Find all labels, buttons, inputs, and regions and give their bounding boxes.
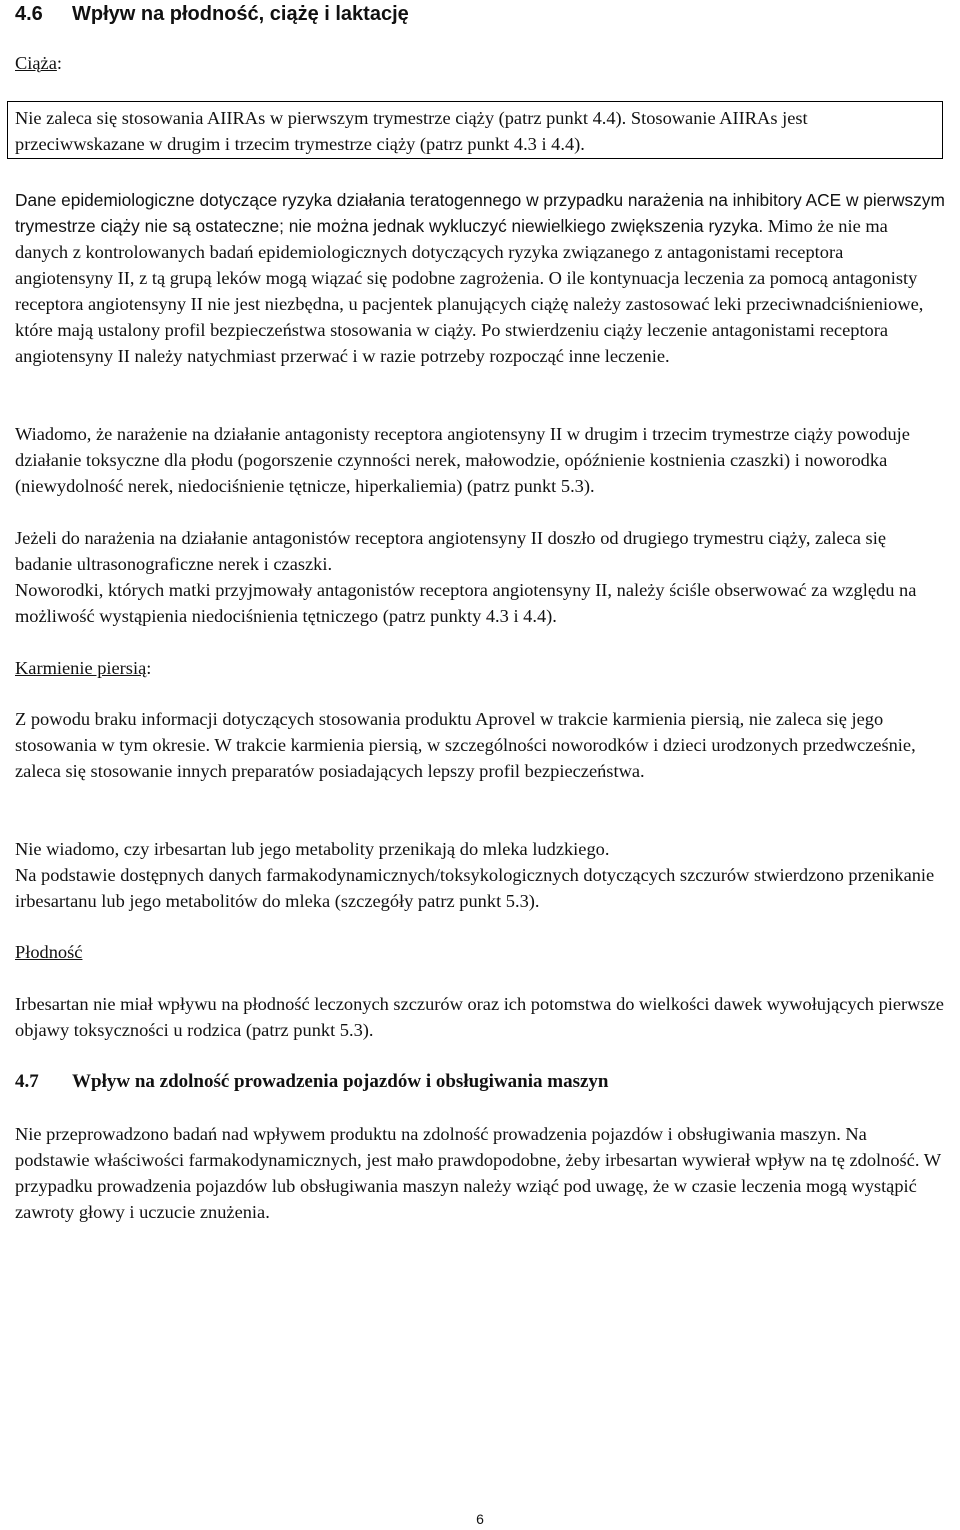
section-number: 4.7 <box>15 1071 39 1092</box>
section-title: Wpływ na zdolność prowadzenia pojazdów i obsługiwania maszyn <box>72 1071 609 1092</box>
section-4-6-heading <box>15 1 409 27</box>
fertility-subheading <box>15 939 82 965</box>
epidemiology-text-sans: Dane epidemiologiczne dotyczące ryzyka działania teratogennego w przypadku narażenia na inhibitory ACE w pierwszym trymestrze ciąży nie są ostateczne; nie można jednak wykluczyć niewielkiego zwiększenia ryzyka. <box>15 190 945 236</box>
pregnancy-paragraph-epidemiology <box>15 187 945 369</box>
fertility-heading: Płodność <box>15 942 83 962</box>
neonates-text: Noworodki, których matki przyjmowały antagonistów receptora angiotensyny II, należy ściśle obserwować za względu na możliwość wystąpienia niedociśnienia tętniczego (patrz punkty 4.3 i 4.4). <box>15 580 917 626</box>
breastfeeding-heading: Karmienie piersią <box>15 658 147 678</box>
breastfeeding-paragraph-unknown <box>15 836 945 862</box>
driving-text: Nie przeprowadzono badań nad wpływem produktu na zdolność prowadzenia pojazdów i obsługiwania maszyn. Na podstawie właściwości farmakodynamicznych, jest mało prawdopodobne, żeby irbesartan wywierał wpływ na tę zdolność. W przypadku prowadzenia pojazdów lub obsługiwania maszyn należy wziąć pod uwagę, że w czasie leczenia mogą wystąpić zawroty głowy i uczucie znużenia. <box>15 1124 941 1222</box>
pregnancy-subheading <box>15 50 62 76</box>
driving-paragraph <box>15 1121 945 1225</box>
pregnancy-heading: Ciąża <box>15 53 57 73</box>
pregnancy-paragraph-ultrasound <box>15 525 945 577</box>
breastfeeding-rat-data-text: Na podstawie dostępnych danych farmakodynamicznych/toksykologicznych dotyczących szczurów stwierdzono przenikanie irbesartanu lub jego metabolitów do mleka (szczegóły patrz punkt 5.3). <box>15 865 935 911</box>
breastfeeding-unknown-text: Nie wiadomo, czy irbesartan lub jego metabolity przenikają do mleka ludzkiego. <box>15 839 610 859</box>
pregnancy-warning-box <box>7 101 943 159</box>
pregnancy-paragraph-toxicity <box>15 421 945 499</box>
fertility-text: Irbesartan nie miał wpływu na płodność leczonych szczurów oraz ich potomstwa do wielkości dawek wywołujących pierwsze objawy toksyczności u rodzica (patrz punkt 5.3). <box>15 994 944 1040</box>
section-4-7-heading <box>15 1069 608 1095</box>
toxicity-text: Wiadomo, że narażenie na działanie antagonisty receptora angiotensyny II w drugim i trzecim trymestrze ciąży powoduje działanie toksyczne dla płodu (pogorszenie czynności nerek, małowodzie, opóźnienie kostnienia czaszki) i noworodka (niewydolność nerek, niedociśnienie tętnicze, hiperkaliemia) (patrz punkt 5.3). <box>15 424 910 496</box>
section-number: 4.6 <box>15 3 43 25</box>
breastfeeding-subheading <box>15 655 151 681</box>
breastfeeding-paragraph-recommendation <box>15 706 945 784</box>
pregnancy-warning-text: Nie zaleca się stosowania AIIRAs w pierwszym trymestrze ciąży (patrz punkt 4.4). Stosowanie AIIRAs jest przeciwwskazane w drugim i trzecim trymestrze ciąży (patrz punkt 4.3 i 4.4). <box>15 108 808 154</box>
breastfeeding-paragraph-rat-data <box>15 862 945 914</box>
pregnancy-heading-colon: : <box>56 53 62 73</box>
fertility-paragraph <box>15 991 945 1043</box>
page-number: 6 <box>476 1511 484 1527</box>
breastfeeding-heading-colon: : <box>146 658 152 678</box>
section-title: Wpływ na płodność, ciążę i laktację <box>72 3 409 25</box>
epidemiology-text-serif: Mimo że nie ma danych z kontrolowanych badań epidemiologicznych dotyczących ryzyka związanego z antagonistami receptora angiotensyny II, z tą grupą leków mogą wiązać się podobne zagrożenia. O ile kontynuacja leczenia za pomocą antagonisty receptora angiotensyny II nie jest niezbędna, u pacjentek planujących ciążę należy zastosować leki przeciwnadciśnieniowe, które mają ustalony profil bezpieczeństwa stosowania w ciąży. Po stwierdzeniu ciąży leczenie antagonistami receptora angiotensyny II należy natychmiast przerwać i w razie potrzeby rozpocząć inne leczenie. <box>15 216 924 366</box>
ultrasound-text: Jeżeli do narażenia na działanie antagonistów receptora angiotensyny II doszło od drugiego trymestru ciąży, zaleca się badanie ultrasonograficzne nerek i czaszki. <box>15 528 886 574</box>
pregnancy-paragraph-neonates <box>15 577 945 629</box>
breastfeeding-recommendation-text: Z powodu braku informacji dotyczących stosowania produktu Aprovel w trakcie karmienia piersią, nie zaleca się jego stosowania w tym okresie. W trakcie karmienia piersią, w szczególności noworodków i dzieci urodzonych przedwcześnie, zaleca się stosowanie innych preparatów posiadających lepszy profil bezpieczeństwa. <box>15 709 916 781</box>
